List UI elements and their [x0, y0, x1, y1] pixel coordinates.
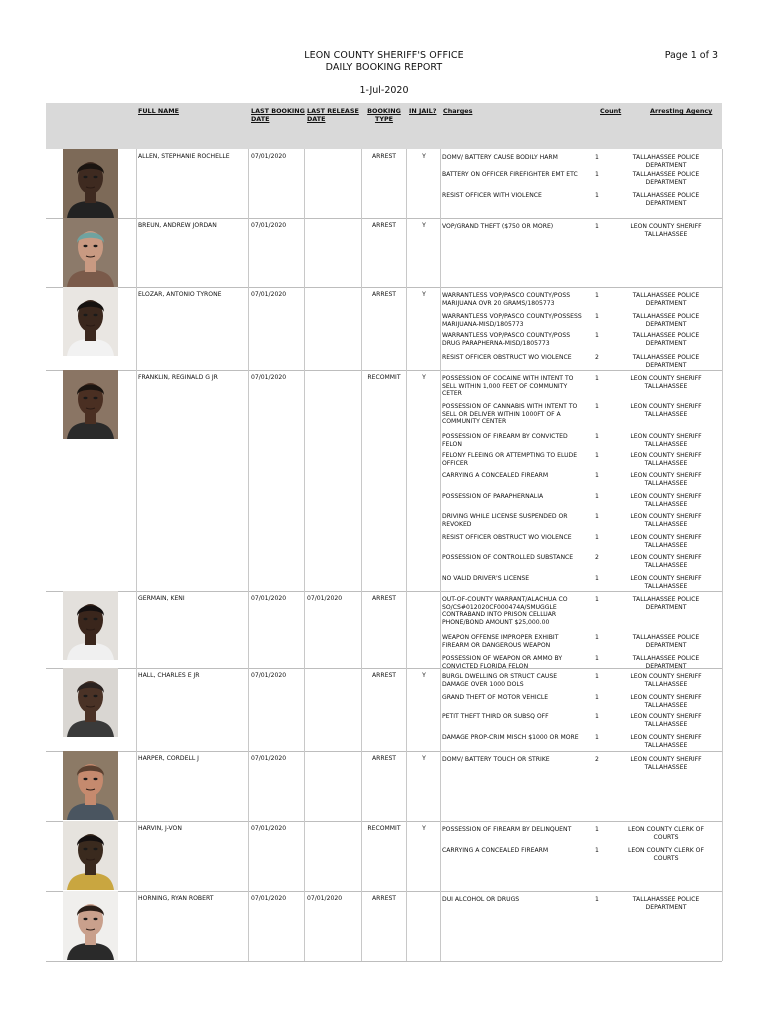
header-full-name: FULL NAME: [138, 107, 179, 115]
arresting-agency: TALLAHASSEE POLICE DEPARTMENT: [632, 634, 700, 649]
column-divider: [406, 370, 407, 591]
column-divider: [406, 287, 407, 370]
column-divider: [722, 668, 723, 751]
charge-count: 1: [595, 534, 599, 541]
column-divider: [304, 591, 305, 668]
charge-count: 1: [595, 223, 599, 230]
mugshot-photo: [63, 287, 118, 356]
column-divider: [440, 891, 441, 961]
last-release-date: 07/01/2020: [307, 595, 343, 602]
arresting-agency: LEON COUNTY SHERIFF TALLAHASSEE: [630, 223, 702, 238]
charge-description: POSSESSION OF FIREARM BY DELINQUENT: [442, 826, 572, 833]
mugshot-image: [63, 370, 118, 439]
full-name: BREUN, ANDREW JORDAN: [138, 222, 217, 229]
title-line-2: DAILY BOOKING REPORT: [325, 62, 443, 73]
column-divider: [722, 591, 723, 668]
mugshot-image: [63, 218, 118, 287]
last-booking-date: 07/01/2020: [251, 374, 287, 381]
column-divider: [304, 370, 305, 591]
mugshot-photo: [63, 591, 118, 660]
booking-type: RECOMMIT: [367, 374, 401, 381]
column-divider: [248, 218, 249, 287]
column-divider: [304, 218, 305, 287]
mugshot-image: [63, 891, 118, 960]
arresting-agency: LEON COUNTY CLERK OF COURTS: [628, 847, 704, 862]
table-header: [46, 103, 722, 149]
charge-count: 2: [595, 354, 599, 361]
charge-description: POSSESSION OF CANNABIS WITH INTENT TO SELL OR DELIVER WITHIN 1000FT OF A COMMUNITY CENTER: [442, 403, 578, 426]
charge-count: 1: [595, 403, 599, 410]
charge-description: GRAND THEFT OF MOTOR VEHICLE: [442, 694, 549, 701]
column-divider: [361, 370, 362, 591]
header-count: Count: [600, 107, 622, 115]
charge-count: 1: [595, 332, 599, 339]
charge-count: 1: [595, 896, 599, 903]
full-name: GERMAIN, KENI: [138, 595, 185, 602]
charge-description: RESIST OFFICER WITH VIOLENCE: [442, 192, 542, 199]
column-divider: [304, 287, 305, 370]
charge-count: 1: [595, 513, 599, 520]
column-divider: [406, 668, 407, 751]
charge-description: RESIST OFFICER OBSTRUCT WO VIOLENCE: [442, 354, 572, 361]
charge-description: POSSESSION OF WEAPON OR AMMO BY CONVICTED FLORIDA FELON: [442, 655, 563, 670]
charge-description: RESIST OFFICER OBSTRUCT WO VIOLENCE: [442, 534, 572, 541]
arresting-agency: TALLAHASSEE POLICE DEPARTMENT: [632, 655, 700, 670]
column-divider: [136, 149, 137, 218]
charge-count: 1: [595, 192, 599, 199]
header-last-release-date: LAST RELEASE DATE: [307, 107, 359, 123]
column-divider: [136, 891, 137, 961]
charge-description: CARRYING A CONCEALED FIREARM: [442, 847, 549, 854]
booking-type: ARREST: [371, 672, 397, 679]
last-booking-date: 07/01/2020: [251, 672, 287, 679]
column-divider: [722, 891, 723, 961]
charge-description: NO VALID DRIVER'S LICENSE: [442, 575, 530, 582]
arresting-agency: LEON COUNTY SHERIFF TALLAHASSEE: [630, 554, 702, 569]
booking-type: ARREST: [371, 895, 397, 902]
charge-description: DUI ALCOHOL OR DRUGS: [442, 896, 520, 903]
charge-description: DOMV/ BATTERY TOUCH OR STRIKE: [442, 756, 550, 763]
booking-type: ARREST: [371, 222, 397, 229]
column-divider: [136, 821, 137, 891]
column-divider: [136, 218, 137, 287]
full-name: ELOZAR, ANTONIO TYRONE: [138, 291, 222, 298]
header-booking-type: BOOKING TYPE: [367, 107, 401, 123]
mugshot-photo: [63, 891, 118, 960]
column-divider: [361, 668, 362, 751]
column-divider: [304, 891, 305, 961]
last-release-date: 07/01/2020: [307, 895, 343, 902]
column-divider: [722, 370, 723, 591]
column-divider: [304, 668, 305, 751]
charge-count: 1: [595, 452, 599, 459]
mugshot-photo: [63, 370, 118, 439]
charge-count: 1: [595, 313, 599, 320]
title-line-1: LEON COUNTY SHERIFF'S OFFICE: [304, 50, 464, 61]
column-divider: [440, 591, 441, 668]
booking-row: [46, 370, 722, 592]
column-divider: [248, 370, 249, 591]
mugshot-image: [63, 591, 118, 660]
charge-description: PETIT THEFT THIRD OR SUBSQ OFF: [442, 713, 549, 720]
charge-description: DRIVING WHILE LICENSE SUSPENDED OR REVOKED: [442, 513, 568, 528]
in-jail: Y: [422, 291, 426, 298]
last-booking-date: 07/01/2020: [251, 825, 287, 832]
column-divider: [304, 821, 305, 891]
in-jail: Y: [422, 153, 426, 160]
charge-description: DAMAGE PROP-CRIM MISCH $1000 OR MORE: [442, 734, 579, 741]
column-divider: [136, 591, 137, 668]
column-divider: [136, 287, 137, 370]
last-booking-date: 07/01/2020: [251, 153, 287, 160]
charge-count: 2: [595, 554, 599, 561]
column-divider: [440, 370, 441, 591]
arresting-agency: LEON COUNTY SHERIFF TALLAHASSEE: [630, 575, 702, 590]
charge-description: POSSESSION OF FIREARM BY CONVICTED FELON: [442, 433, 568, 448]
booking-type: ARREST: [371, 755, 397, 762]
mugshot-image: [63, 821, 118, 890]
column-divider: [248, 891, 249, 961]
arresting-agency: LEON COUNTY SHERIFF TALLAHASSEE: [630, 403, 702, 418]
header-in-jail: IN JAIL?: [409, 107, 437, 115]
arresting-agency: LEON COUNTY SHERIFF TALLAHASSEE: [630, 375, 702, 390]
charge-count: 1: [595, 847, 599, 854]
charge-count: 2: [595, 756, 599, 763]
mugshot-photo: [63, 751, 118, 820]
charge-count: 1: [595, 375, 599, 382]
column-divider: [248, 751, 249, 821]
charge-description: BATTERY ON OFFICER FIREFIGHTER EMT ETC: [442, 171, 578, 178]
booking-row: [46, 751, 722, 822]
booking-row: [46, 668, 722, 752]
report-title: [0, 50, 768, 74]
arresting-agency: TALLAHASSEE POLICE DEPARTMENT: [632, 896, 700, 911]
booking-row: [46, 149, 722, 219]
arresting-agency: LEON COUNTY SHERIFF TALLAHASSEE: [630, 713, 702, 728]
header-arresting-agency: Arresting Agency: [650, 107, 713, 115]
mugshot-image: [63, 751, 118, 820]
charge-count: 1: [595, 154, 599, 161]
column-divider: [440, 668, 441, 751]
charge-description: VOP/GRAND THEFT ($750 OR MORE): [442, 223, 554, 230]
arresting-agency: LEON COUNTY SHERIFF TALLAHASSEE: [630, 694, 702, 709]
charge-description: POSSESSION OF PARAPHERNALIA: [442, 493, 544, 500]
charge-description: BURGL DWELLING OR STRUCT CAUSE DAMAGE OVER 1000 DOLS: [442, 673, 558, 688]
booking-row: [46, 891, 722, 962]
in-jail: Y: [422, 222, 426, 229]
arresting-agency: LEON COUNTY SHERIFF TALLAHASSEE: [630, 433, 702, 448]
mugshot-image: [63, 287, 118, 356]
column-divider: [248, 591, 249, 668]
last-booking-date: 07/01/2020: [251, 222, 287, 229]
column-divider: [406, 591, 407, 668]
full-name: ALLEN, STEPHANIE ROCHELLE: [138, 153, 230, 160]
charge-description: FELONY FLEEING OR ATTEMPTING TO ELUDE OFFICER: [442, 452, 578, 467]
column-divider: [136, 668, 137, 751]
arresting-agency: LEON COUNTY SHERIFF TALLAHASSEE: [630, 734, 702, 749]
full-name: HORNING, RYAN ROBERT: [138, 895, 214, 902]
last-booking-date: 07/01/2020: [251, 895, 287, 902]
mugshot-image: [63, 668, 118, 737]
charge-count: 1: [595, 575, 599, 582]
arresting-agency: LEON COUNTY SHERIFF TALLAHASSEE: [630, 472, 702, 487]
column-divider: [722, 149, 723, 218]
charge-description: WARRANTLESS VOP/PASCO COUNTY/POSS DRUG PARAPHERNA-MISD/1805773: [442, 332, 571, 347]
charge-count: 1: [595, 655, 599, 662]
column-divider: [304, 751, 305, 821]
booking-type: ARREST: [371, 291, 397, 298]
arresting-agency: LEON COUNTY CLERK OF COURTS: [628, 826, 704, 841]
arresting-agency: TALLAHASSEE POLICE DEPARTMENT: [632, 192, 700, 207]
page-number: Page 1 of 3: [664, 50, 718, 61]
arresting-agency: TALLAHASSEE POLICE DEPARTMENT: [632, 354, 700, 369]
column-divider: [248, 287, 249, 370]
arresting-agency: LEON COUNTY SHERIFF TALLAHASSEE: [630, 534, 702, 549]
in-jail: Y: [422, 672, 426, 679]
report-date: 1-Jul-2020: [359, 85, 409, 96]
column-divider: [722, 287, 723, 370]
column-divider: [722, 218, 723, 287]
mugshot-photo: [63, 218, 118, 287]
charge-description: POSSESSION OF CONTROLLED SUBSTANCE: [442, 554, 574, 561]
booking-row: [46, 821, 722, 892]
charge-count: 1: [595, 472, 599, 479]
column-divider: [304, 149, 305, 218]
last-booking-date: 07/01/2020: [251, 595, 287, 602]
in-jail: Y: [422, 825, 426, 832]
arresting-agency: TALLAHASSEE POLICE DEPARTMENT: [632, 332, 700, 347]
header-last-booking-date: LAST BOOKING DATE: [251, 107, 305, 123]
charge-count: 1: [595, 433, 599, 440]
charge-count: 1: [595, 634, 599, 641]
booking-type: RECOMMIT: [367, 825, 401, 832]
arresting-agency: LEON COUNTY SHERIFF TALLAHASSEE: [630, 673, 702, 688]
charge-description: POSSESSION OF COCAINE WITH INTENT TO SELL WITHIN 1,000 FEET OF COMMUNITY CETER: [442, 375, 574, 398]
column-divider: [722, 751, 723, 821]
full-name: HALL, CHARLES E JR: [138, 672, 200, 679]
header-charges: Charges: [443, 107, 473, 115]
column-divider: [136, 751, 137, 821]
in-jail: Y: [422, 755, 426, 762]
last-booking-date: 07/01/2020: [251, 755, 287, 762]
column-divider: [406, 891, 407, 961]
column-divider: [361, 287, 362, 370]
charge-count: 1: [595, 713, 599, 720]
column-divider: [440, 287, 441, 370]
arresting-agency: TALLAHASSEE POLICE DEPARTMENT: [632, 313, 700, 328]
arresting-agency: LEON COUNTY SHERIFF TALLAHASSEE: [630, 493, 702, 508]
charge-count: 1: [595, 673, 599, 680]
charge-count: 1: [595, 292, 599, 299]
charge-description: OUT-OF-COUNTY WARRANT/ALACHUA CO SO/CS#012020CF000474A/SMUGGLE CONTRABAND INTO PRISON CELLUAR PHONE/BOND AMOUNT $25,000.00: [442, 596, 568, 626]
arresting-agency: TALLAHASSEE POLICE DEPARTMENT: [632, 596, 700, 611]
charge-count: 1: [595, 694, 599, 701]
mugshot-photo: [63, 149, 118, 218]
full-name: FRANKLIN, REGINALD G JR: [138, 374, 218, 381]
charge-count: 1: [595, 826, 599, 833]
column-divider: [136, 370, 137, 591]
booking-row: [46, 591, 722, 669]
arresting-agency: LEON COUNTY SHERIFF TALLAHASSEE: [630, 756, 702, 771]
column-divider: [722, 821, 723, 891]
mugshot-image: [63, 149, 118, 218]
arresting-agency: TALLAHASSEE POLICE DEPARTMENT: [632, 292, 700, 307]
arresting-agency: TALLAHASSEE POLICE DEPARTMENT: [632, 154, 700, 169]
mugshot-photo: [63, 821, 118, 890]
charge-count: 1: [595, 493, 599, 500]
booking-row: [46, 218, 722, 288]
column-divider: [248, 668, 249, 751]
last-booking-date: 07/01/2020: [251, 291, 287, 298]
arresting-agency: TALLAHASSEE POLICE DEPARTMENT: [632, 171, 700, 186]
column-divider: [248, 149, 249, 218]
charge-count: 1: [595, 596, 599, 603]
in-jail: Y: [422, 374, 426, 381]
charge-description: WARRANTLESS VOP/PASCO COUNTY/POSSESS MARIJUANA-MISD/1805773: [442, 313, 582, 328]
booking-type: ARREST: [371, 153, 397, 160]
full-name: HARVIN, J-VON: [138, 825, 182, 832]
charge-description: DOMV/ BATTERY CAUSE BODILY HARM: [442, 154, 558, 161]
arresting-agency: LEON COUNTY SHERIFF TALLAHASSEE: [630, 513, 702, 528]
mugshot-photo: [63, 668, 118, 737]
charge-description: WARRANTLESS VOP/PASCO COUNTY/POSS MARIJUANA OVR 20 GRAMS/1805773: [442, 292, 571, 307]
charge-count: 1: [595, 734, 599, 741]
booking-type: ARREST: [371, 595, 397, 602]
arresting-agency: LEON COUNTY SHERIFF TALLAHASSEE: [630, 452, 702, 467]
charge-count: 1: [595, 171, 599, 178]
full-name: HARPER, CORDELL J: [138, 755, 199, 762]
charge-description: CARRYING A CONCEALED FIREARM: [442, 472, 549, 479]
column-divider: [248, 821, 249, 891]
booking-row: [46, 287, 722, 371]
charge-description: WEAPON OFFENSE IMPROPER EXHIBIT FIREARM OR DANGEROUS WEAPON: [442, 634, 559, 649]
